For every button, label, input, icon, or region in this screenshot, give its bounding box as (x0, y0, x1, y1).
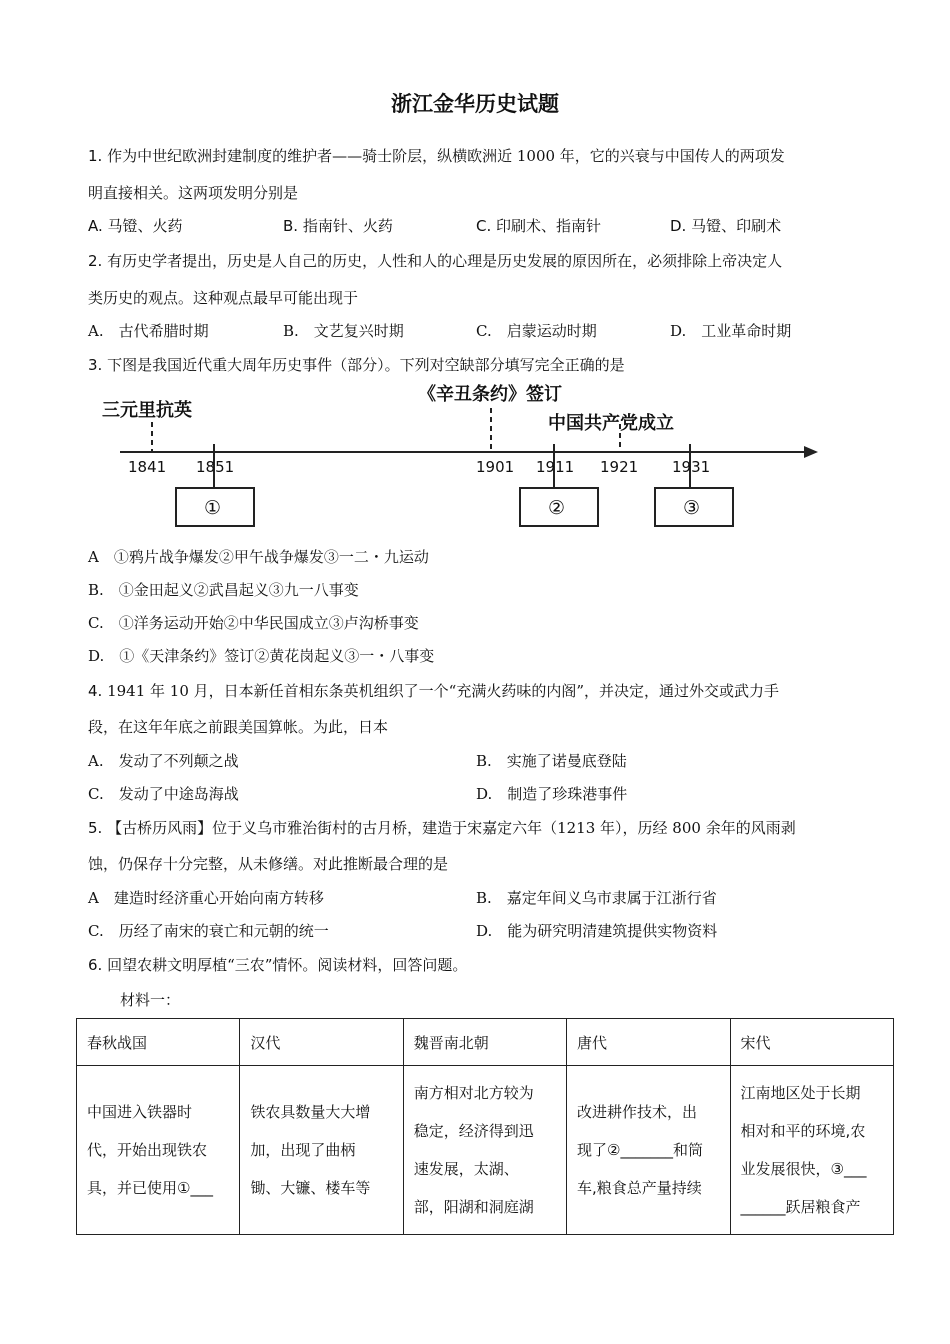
q1-option-a[interactable]: A. 马镫、火药 (88, 217, 183, 235)
year-label: 1901 (476, 458, 515, 476)
table-header-cell: 唐代 (567, 1019, 731, 1066)
q1-line2: 明直接相关。这两项发明分别是 (88, 184, 299, 202)
q1-option-c[interactable]: C. 印刷术、指南针 (476, 217, 602, 235)
event-label-cpc: 中国共产党成立 (548, 413, 674, 434)
table-cell-weijin (403, 1066, 566, 1235)
table-cell-songdai (730, 1066, 893, 1235)
cell-line: ______跃居粮食产 (740, 1198, 861, 1216)
cell-line: 南方相对北方较为 (413, 1084, 534, 1102)
event-label-xinchou: 《辛丑条约》签订 (418, 384, 562, 405)
year-label: 1931 (672, 458, 711, 476)
q3-number: 3. (88, 356, 103, 374)
q3-line1: 3. 下图是我国近代重大周年历史事件（部分）。下列对空缺部分填写完全正确的是 (88, 356, 625, 374)
q4-number: 4. (88, 682, 103, 700)
q4-option-a[interactable]: A. 发动了不列颠之战 (88, 752, 239, 770)
q5-option-d[interactable]: D. 能为研究明清建筑提供实物资料 (476, 922, 718, 940)
cell-line: 稳定，经济得到迅 (413, 1122, 534, 1140)
q1-option-b[interactable]: B. 指南针、火药 (283, 217, 393, 235)
table-cell-tangdai (567, 1066, 731, 1235)
blank-box-3-label: ③ (683, 497, 701, 519)
q2-option-a[interactable]: A. 古代希腊时期 (88, 322, 209, 340)
q3-option-d[interactable]: D. ①《天津条约》签订②黄花岗起义③一・八事变 (88, 647, 435, 665)
table-header-cell: 宋代 (730, 1019, 893, 1066)
q2-option-d[interactable]: D. 工业革命时期 (670, 322, 792, 340)
q5-option-a[interactable]: A 建造时经济重心开始向南方转移 (88, 889, 324, 907)
cell-line: 业发展很快，③___ (740, 1160, 867, 1178)
q4-option-d[interactable]: D. 制造了珍珠港事件 (476, 785, 628, 803)
q2-option-c[interactable]: C. 启蒙运动时期 (476, 322, 597, 340)
cell-line: 相对和平的环境,农 (740, 1122, 866, 1140)
material-table (76, 1018, 894, 1235)
q6-line1: 6. 回望农耕文明厚植“三农”情怀。阅读材料，回答问题。 (88, 956, 468, 974)
q2-line2: 类历史的观点。这种观点最早可能出现于 (88, 289, 359, 307)
blank-box-1-label: ① (204, 497, 222, 519)
q3-option-c[interactable]: C. ①洋务运动开始②中华民国成立③卢沟桥事变 (88, 614, 419, 632)
cell-line: 部，阳湖和洞庭湖 (413, 1198, 534, 1216)
q5-line1: 5. 【古桥历风雨】位于义乌市雅治街村的古月桥，建造于宋嘉定六年（1213 年），历经 800 余年的风雨剥 (88, 819, 796, 837)
cell-line: 车,粮食总产量持续 (577, 1179, 702, 1197)
cell-line: 现了②_______和筒 (577, 1141, 703, 1159)
q4-option-c[interactable]: C. 发动了中途岛海战 (88, 785, 239, 803)
event-label-sanyuanli: 三元里抗英 (102, 400, 192, 421)
table-cell-chunqiu (77, 1066, 240, 1235)
table-header-row (77, 1019, 894, 1066)
table-header-cell: 汉代 (240, 1019, 403, 1066)
year-label: 1841 (128, 458, 167, 476)
cell-line: 江南地区处于长期 (740, 1084, 861, 1102)
q5-option-c[interactable]: C. 历经了南宋的衰亡和元朝的统一 (88, 922, 329, 940)
cell-line: 改进耕作技术，出 (577, 1103, 698, 1121)
cell-line: 速发展，太湖、 (413, 1160, 519, 1178)
material-label: 材料一： (120, 991, 181, 1009)
cell-line: 代，开始出现铁农 (87, 1141, 208, 1159)
q1-number: 1. (88, 147, 103, 165)
q3-option-b[interactable]: B. ①金田起义②武昌起义③九一八事变 (88, 581, 359, 599)
q5-line2: 蚀，仍保存十分完整，从未修缮。对此推断最合理的是 (88, 855, 449, 873)
cell-line: 中国进入铁器时 (87, 1103, 193, 1121)
cell-line: 铁农具数量大大增 (250, 1103, 371, 1121)
table-row (77, 1066, 894, 1235)
q4-line2: 段，在这年年底之前跟美国算帐。为此，日本 (88, 718, 389, 736)
cell-line: 具，并已使用①___ (87, 1179, 213, 1197)
q1-option-d[interactable]: D. 马镫、印刷术 (670, 217, 782, 235)
q1-line1: 1. 作为中世纪欧洲封建制度的维护者——骑士阶层，纵横欧洲近 1000 年，它的兴衰与中国传人的两项发 (88, 147, 785, 165)
q5-option-b[interactable]: B. 嘉定年间义乌市隶属于江浙行省 (476, 889, 717, 907)
cell-line: 锄、大镰、楼车等 (250, 1179, 371, 1197)
q2-line1: 2. 有历史学者提出，历史是人自己的历史，人性和人的心理是历史发展的原因所在，必须排除上帝决定人 (88, 252, 783, 270)
q4-option-b[interactable]: B. 实施了诺曼底登陆 (476, 752, 627, 770)
table-cell-handai (240, 1066, 403, 1235)
year-label: 1921 (600, 458, 639, 476)
year-label: 1851 (196, 458, 235, 476)
q2-option-b[interactable]: B. 文艺复兴时期 (283, 322, 404, 340)
page-title: 浙江金华历史试题 (391, 92, 559, 116)
cell-line: 加，出现了曲柄 (250, 1141, 356, 1159)
q4-line1: 4. 1941 年 10 月，日本新任首相东条英机组织了一个“充满火药味的内阁”，并决定，通过外交或武力手 (88, 682, 779, 700)
blank-box-2-label: ② (548, 497, 566, 519)
timeline-figure (100, 380, 825, 535)
q5-number: 5. (88, 819, 103, 837)
q6-number: 6. (88, 956, 103, 974)
q2-number: 2. (88, 252, 103, 270)
year-label: 1911 (536, 458, 575, 476)
table-header-cell: 春秋战国 (77, 1019, 240, 1066)
table-header-cell: 魏晋南北朝 (403, 1019, 566, 1066)
q3-option-a[interactable]: A ①鸦片战争爆发②甲午战争爆发③一二・九运动 (88, 548, 429, 566)
timeline-arrow-icon (804, 446, 818, 458)
